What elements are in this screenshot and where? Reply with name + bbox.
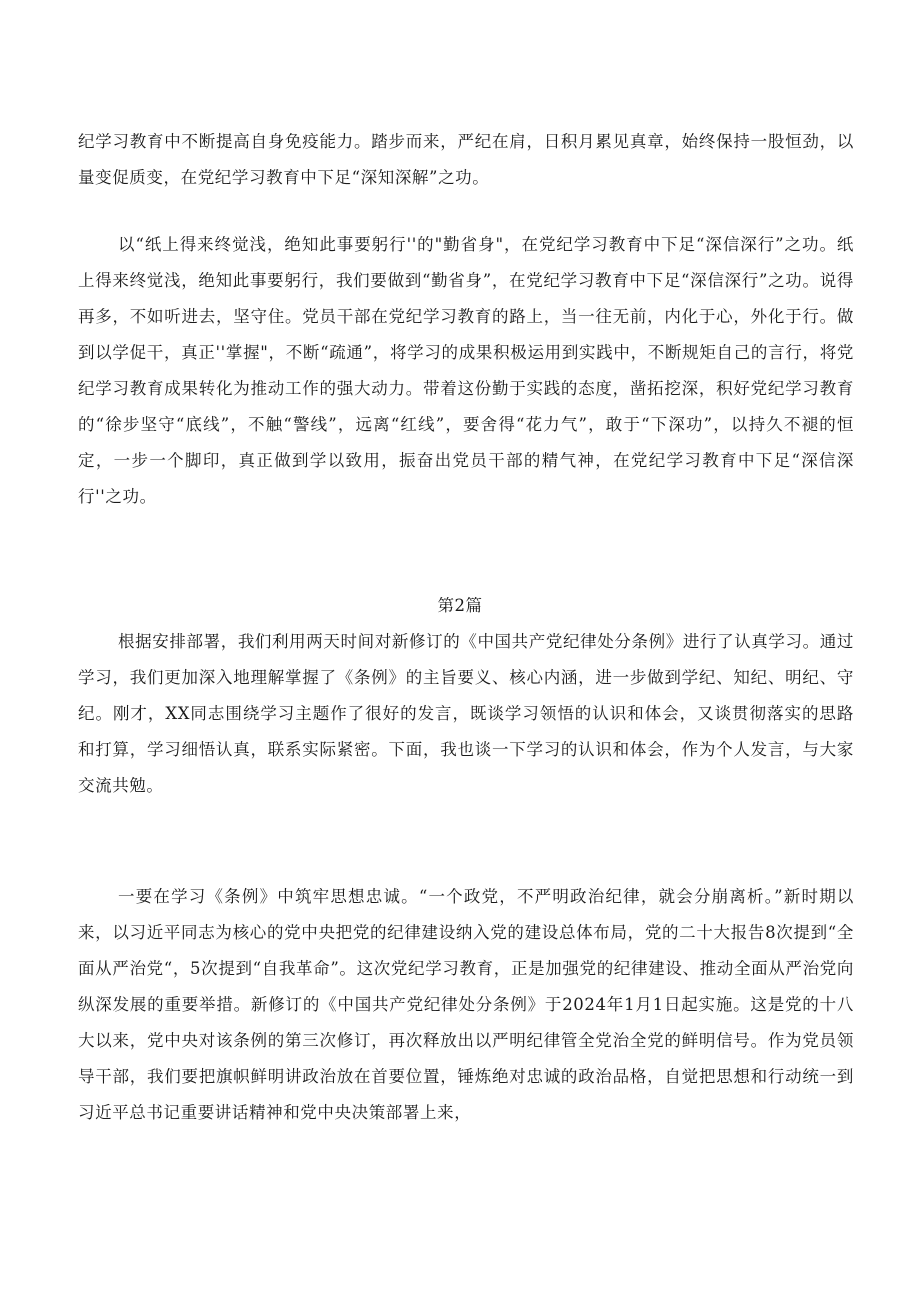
body-paragraph: 纪学习教育中不断提高自身免疫能力。踏步而来，严纪在肩，日积月累见真章，始终保持一股恒劲，以量变促质变，在党纪学习教育中下足“深知深解”之功。 <box>78 132 854 187</box>
body-paragraph: 根据安排部署，我们利用两天时间对新修订的《中国共产党纪律处分条例》进行了认真学习。通过学习，我们更加深入地理解掌握了《条例》的主旨要义、核心内涵，进一步做到学纪、知纪、明纪、守纪。刚才，XX同志围绕学习主题作了很好的发言，既谈学习领悟的认识和体会，又谈贯彻落实的思路和打算，学习细悟认真，联系实际紧密。下面，我也谈一下学习的认识和体会，作为个人发言，与大家交流共勉。 <box>78 632 854 795</box>
section-heading: 第2篇 <box>437 596 483 615</box>
body-paragraph: 以“纸上得来终觉浅，绝知此事要躬行''的"勤省身"，在党纪学习教育中下足“深信深行”之功。纸上得来终觉浅，绝知此事要躬行，我们要做到“勤省身”，在党纪学习教育中下足“深信深行”之功。说得再多，不如听进去，坚守住。党员干部在党纪学习教育的路上，当一往无前，内化于心，外化于行。做到以学促干，真正''掌握"，不断“疏通”，将学习的成果积极运用到实践中，不断规矩自己的言行，将党纪学习教育成果转化为推动工作的强大动力。带着这份勤于实践的态度，凿拓挖深，积好党纪学习教育的“徐步坚守“底线”，不触“警线”，远离“红线”，要舍得“花力气”，敢于“下深功”，以持久不褪的恒定，一步一个脚印，真正做到学以致用，振奋出党员干部的精气神，在党纪学习教育中下足“深信深行''之功。 <box>78 235 854 506</box>
body-paragraph: 一要在学习《条例》中筑牢思想忠诚。“一个政党，不严明政治纪律，就会分崩离析。”新时期以来，以习近平同志为核心的党中央把党的纪律建设纳入党的建设总体布局，党的二十大报告8次提到“全面从严治党“，5次提到“自我革命”。这次党纪学习教育，正是加强党的纪律建设、推动全面从严治党向纵深发展的重要举措。新修订的《中国共产党纪律处分条例》于2024年1月1日起实施。这是党的十八大以来，党中央对该条例的第三次修订，再次释放出以严明纪律管全党治全党的鲜明信号。作为党员领导干部，我们要把旗帜鲜明讲政治放在首要位置，锤炼绝对忠诚的政治品格，自觉把思想和行动统一到习近平总书记重要讲话精神和党中央决策部署上来， <box>78 887 854 1122</box>
